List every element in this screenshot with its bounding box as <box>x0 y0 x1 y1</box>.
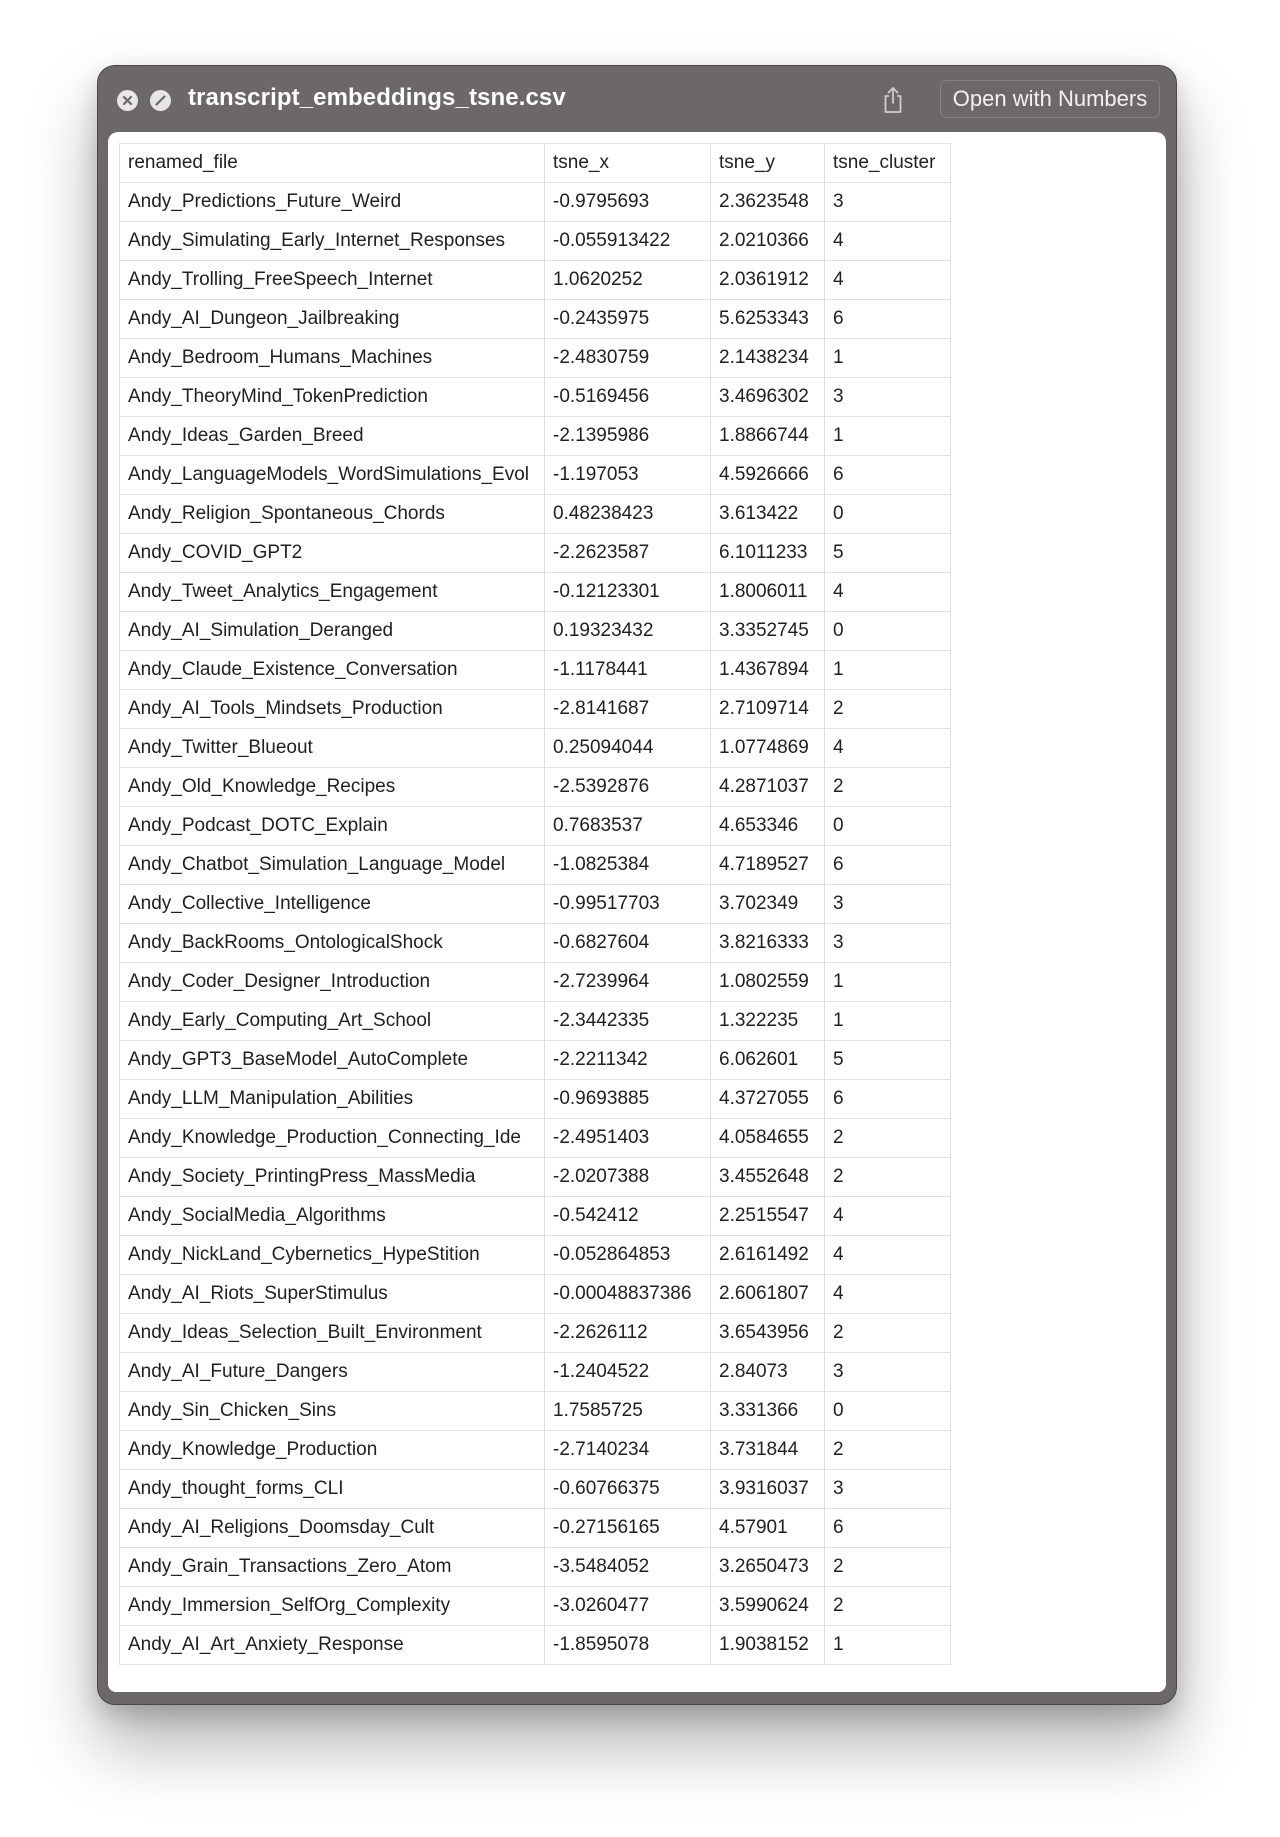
tsne-y-cell: 2.84073 <box>711 1353 825 1392</box>
file-name-cell: Andy_Simulating_Early_Internet_Responses <box>120 222 545 261</box>
table-row <box>120 495 951 534</box>
tsne-cluster-cell: 1 <box>825 417 951 456</box>
column-header-tsne-x: tsne_x <box>545 144 711 183</box>
tsne-y-cell: 6.062601 <box>711 1041 825 1080</box>
tsne-x-cell: -0.055913422 <box>545 222 711 261</box>
file-name-cell: Andy_AI_Riots_SuperStimulus <box>120 1275 545 1314</box>
tsne-x-cell: -0.5169456 <box>545 378 711 417</box>
table-row <box>120 1236 951 1275</box>
tsne-y-cell: 4.57901 <box>711 1509 825 1548</box>
file-name-cell: Andy_Collective_Intelligence <box>120 885 545 924</box>
column-header-tsne-y: tsne_y <box>711 144 825 183</box>
tsne-cluster-cell: 2 <box>825 1431 951 1470</box>
tsne-cluster-cell: 0 <box>825 807 951 846</box>
tsne-cluster-cell: 2 <box>825 1587 951 1626</box>
tsne-y-cell: 4.7189527 <box>711 846 825 885</box>
column-header-renamed-file: renamed_file <box>120 144 545 183</box>
tsne-x-cell: 1.7585725 <box>545 1392 711 1431</box>
file-name-cell: Andy_BackRooms_OntologicalShock <box>120 924 545 963</box>
table-row <box>120 1314 951 1353</box>
table-row <box>120 417 951 456</box>
file-name-cell: Andy_LanguageModels_WordSimulations_Evol <box>120 456 545 495</box>
tsne-y-cell: 1.8866744 <box>711 417 825 456</box>
table-body <box>120 183 951 1665</box>
table-row <box>120 1041 951 1080</box>
table-row <box>120 807 951 846</box>
tsne-x-cell: -2.5392876 <box>545 768 711 807</box>
tsne-x-cell: 0.19323432 <box>545 612 711 651</box>
tsne-y-cell: 2.1438234 <box>711 339 825 378</box>
csv-table <box>119 143 951 1665</box>
tsne-y-cell: 3.4552648 <box>711 1158 825 1197</box>
file-name-cell: Andy_Podcast_DOTC_Explain <box>120 807 545 846</box>
table-row <box>120 846 951 885</box>
file-name-cell: Andy_Ideas_Selection_Built_Environment <box>120 1314 545 1353</box>
tsne-x-cell: -1.197053 <box>545 456 711 495</box>
tsne-x-cell: -0.99517703 <box>545 885 711 924</box>
tsne-x-cell: -0.9795693 <box>545 183 711 222</box>
tsne-cluster-cell: 6 <box>825 1509 951 1548</box>
file-name-cell: Andy_AI_Tools_Mindsets_Production <box>120 690 545 729</box>
share-icon <box>882 86 904 114</box>
table-row <box>120 1470 951 1509</box>
tsne-x-cell: -2.0207388 <box>545 1158 711 1197</box>
file-name-cell: Andy_AI_Future_Dangers <box>120 1353 545 1392</box>
table-row <box>120 183 951 222</box>
tsne-cluster-cell: 2 <box>825 1548 951 1587</box>
tsne-y-cell: 2.0361912 <box>711 261 825 300</box>
tsne-y-cell: 2.0210366 <box>711 222 825 261</box>
table-row <box>120 1626 951 1665</box>
tsne-cluster-cell: 2 <box>825 1119 951 1158</box>
file-name-cell: Andy_Old_Knowledge_Recipes <box>120 768 545 807</box>
tsne-x-cell: -2.7239964 <box>545 963 711 1002</box>
tsne-y-cell: 3.8216333 <box>711 924 825 963</box>
tsne-y-cell: 1.0802559 <box>711 963 825 1002</box>
tsne-cluster-cell: 1 <box>825 1626 951 1665</box>
tsne-cluster-cell: 0 <box>825 495 951 534</box>
table-row <box>120 885 951 924</box>
file-name-cell: Andy_Grain_Transactions_Zero_Atom <box>120 1548 545 1587</box>
tsne-cluster-cell: 3 <box>825 378 951 417</box>
tsne-cluster-cell: 3 <box>825 924 951 963</box>
column-header-tsne-cluster: tsne_cluster <box>825 144 951 183</box>
file-name-cell: Andy_Knowledge_Production <box>120 1431 545 1470</box>
file-name-cell: Andy_Trolling_FreeSpeech_Internet <box>120 261 545 300</box>
tsne-cluster-cell: 5 <box>825 534 951 573</box>
tsne-x-cell: -2.3442335 <box>545 1002 711 1041</box>
tsne-cluster-cell: 4 <box>825 1275 951 1314</box>
tsne-x-cell: -2.8141687 <box>545 690 711 729</box>
tsne-x-cell: -2.7140234 <box>545 1431 711 1470</box>
file-name-cell: Andy_Coder_Designer_Introduction <box>120 963 545 1002</box>
table-row <box>120 1587 951 1626</box>
tsne-x-cell: -2.2626112 <box>545 1314 711 1353</box>
tsne-cluster-cell: 1 <box>825 651 951 690</box>
tsne-cluster-cell: 6 <box>825 846 951 885</box>
tsne-y-cell: 3.731844 <box>711 1431 825 1470</box>
tsne-y-cell: 3.6543956 <box>711 1314 825 1353</box>
tsne-y-cell: 4.2871037 <box>711 768 825 807</box>
file-name-cell: Andy_LLM_Manipulation_Abilities <box>120 1080 545 1119</box>
tsne-y-cell: 4.653346 <box>711 807 825 846</box>
tsne-x-cell: 1.0620252 <box>545 261 711 300</box>
tsne-cluster-cell: 3 <box>825 1353 951 1392</box>
file-name-cell: Andy_Early_Computing_Art_School <box>120 1002 545 1041</box>
tsne-x-cell: -0.60766375 <box>545 1470 711 1509</box>
tsne-x-cell: -0.9693885 <box>545 1080 711 1119</box>
table-row <box>120 1353 951 1392</box>
table-row <box>120 1197 951 1236</box>
tsne-x-cell: -2.4830759 <box>545 339 711 378</box>
tsne-cluster-cell: 1 <box>825 963 951 1002</box>
table-row <box>120 690 951 729</box>
tsne-y-cell: 1.0774869 <box>711 729 825 768</box>
file-name-cell: Andy_Chatbot_Simulation_Language_Model <box>120 846 545 885</box>
tsne-y-cell: 4.3727055 <box>711 1080 825 1119</box>
tsne-cluster-cell: 2 <box>825 1158 951 1197</box>
table-row <box>120 1548 951 1587</box>
tsne-x-cell: -0.542412 <box>545 1197 711 1236</box>
file-name-cell: Andy_AI_Simulation_Deranged <box>120 612 545 651</box>
tsne-y-cell: 3.4696302 <box>711 378 825 417</box>
tsne-cluster-cell: 4 <box>825 573 951 612</box>
tsne-x-cell: -1.1178441 <box>545 651 711 690</box>
table-row <box>120 456 951 495</box>
tsne-cluster-cell: 4 <box>825 261 951 300</box>
table-row <box>120 573 951 612</box>
file-name-cell: Andy_thought_forms_CLI <box>120 1470 545 1509</box>
tsne-y-cell: 2.7109714 <box>711 690 825 729</box>
table-row <box>120 729 951 768</box>
tsne-y-cell: 1.8006011 <box>711 573 825 612</box>
file-name-cell: Andy_Immersion_SelfOrg_Complexity <box>120 1587 545 1626</box>
close-icon[interactable] <box>117 90 138 111</box>
tsne-y-cell: 5.6253343 <box>711 300 825 339</box>
tsne-y-cell: 1.4367894 <box>711 651 825 690</box>
file-name-cell: Andy_Tweet_Analytics_Engagement <box>120 573 545 612</box>
tsne-y-cell: 2.6161492 <box>711 1236 825 1275</box>
table-row <box>120 1080 951 1119</box>
tsne-x-cell: 0.25094044 <box>545 729 711 768</box>
table-row <box>120 1002 951 1041</box>
tsne-cluster-cell: 2 <box>825 1314 951 1353</box>
quicklook-disabled-icon[interactable] <box>150 90 171 111</box>
tsne-x-cell: -2.4951403 <box>545 1119 711 1158</box>
tsne-x-cell: -3.0260477 <box>545 1587 711 1626</box>
tsne-y-cell: 3.3352745 <box>711 612 825 651</box>
table-row <box>120 300 951 339</box>
open-with-numbers-button[interactable]: Open with Numbers <box>940 80 1160 118</box>
table-row <box>120 1158 951 1197</box>
csv-preview-area[interactable] <box>108 132 1166 1692</box>
tsne-y-cell: 4.5926666 <box>711 456 825 495</box>
tsne-x-cell: -0.27156165 <box>545 1509 711 1548</box>
table-row <box>120 1431 951 1470</box>
file-name-cell: Andy_Knowledge_Production_Connecting_Ide <box>120 1119 545 1158</box>
tsne-cluster-cell: 4 <box>825 1197 951 1236</box>
table-row <box>120 261 951 300</box>
tsne-x-cell: -0.6827604 <box>545 924 711 963</box>
table-row <box>120 1392 951 1431</box>
window-title: transcript_embeddings_tsne.csv <box>188 84 566 111</box>
tsne-cluster-cell: 2 <box>825 690 951 729</box>
quicklook-window <box>97 65 1177 1705</box>
tsne-cluster-cell: 1 <box>825 339 951 378</box>
tsne-cluster-cell: 3 <box>825 1470 951 1509</box>
table-row <box>120 1275 951 1314</box>
table-row <box>120 1509 951 1548</box>
table-row <box>120 924 951 963</box>
file-name-cell: Andy_Bedroom_Humans_Machines <box>120 339 545 378</box>
file-name-cell: Andy_Society_PrintingPress_MassMedia <box>120 1158 545 1197</box>
tsne-cluster-cell: 4 <box>825 222 951 261</box>
file-name-cell: Andy_COVID_GPT2 <box>120 534 545 573</box>
file-name-cell: Andy_Twitter_Blueout <box>120 729 545 768</box>
tsne-cluster-cell: 0 <box>825 1392 951 1431</box>
file-name-cell: Andy_NickLand_Cybernetics_HypeStition <box>120 1236 545 1275</box>
file-name-cell: Andy_TheoryMind_TokenPrediction <box>120 378 545 417</box>
tsne-y-cell: 2.2515547 <box>711 1197 825 1236</box>
file-name-cell: Andy_AI_Dungeon_Jailbreaking <box>120 300 545 339</box>
tsne-y-cell: 3.5990624 <box>711 1587 825 1626</box>
table-row <box>120 534 951 573</box>
tsne-y-cell: 2.6061807 <box>711 1275 825 1314</box>
table-row <box>120 339 951 378</box>
tsne-cluster-cell: 6 <box>825 1080 951 1119</box>
tsne-cluster-cell: 6 <box>825 300 951 339</box>
tsne-x-cell: -3.5484052 <box>545 1548 711 1587</box>
tsne-x-cell: -0.052864853 <box>545 1236 711 1275</box>
file-name-cell: Andy_AI_Religions_Doomsday_Cult <box>120 1509 545 1548</box>
file-name-cell: Andy_Predictions_Future_Weird <box>120 183 545 222</box>
tsne-cluster-cell: 3 <box>825 183 951 222</box>
tsne-cluster-cell: 4 <box>825 729 951 768</box>
tsne-y-cell: 3.331366 <box>711 1392 825 1431</box>
share-button[interactable] <box>876 83 910 117</box>
tsne-y-cell: 3.702349 <box>711 885 825 924</box>
tsne-x-cell: -0.00048837386 <box>545 1275 711 1314</box>
tsne-cluster-cell: 2 <box>825 768 951 807</box>
tsne-cluster-cell: 4 <box>825 1236 951 1275</box>
file-name-cell: Andy_AI_Art_Anxiety_Response <box>120 1626 545 1665</box>
tsne-x-cell: 0.7683537 <box>545 807 711 846</box>
file-name-cell: Andy_Claude_Existence_Conversation <box>120 651 545 690</box>
tsne-y-cell: 1.322235 <box>711 1002 825 1041</box>
tsne-cluster-cell: 1 <box>825 1002 951 1041</box>
tsne-y-cell: 4.0584655 <box>711 1119 825 1158</box>
tsne-x-cell: -2.2623587 <box>545 534 711 573</box>
tsne-cluster-cell: 6 <box>825 456 951 495</box>
table-row <box>120 612 951 651</box>
table-row <box>120 963 951 1002</box>
tsne-y-cell: 6.1011233 <box>711 534 825 573</box>
file-name-cell: Andy_Religion_Spontaneous_Chords <box>120 495 545 534</box>
table-row <box>120 1119 951 1158</box>
title-bar <box>98 66 1176 132</box>
table-row <box>120 378 951 417</box>
file-name-cell: Andy_GPT3_BaseModel_AutoComplete <box>120 1041 545 1080</box>
tsne-y-cell: 2.3623548 <box>711 183 825 222</box>
tsne-y-cell: 3.2650473 <box>711 1548 825 1587</box>
tsne-y-cell: 1.9038152 <box>711 1626 825 1665</box>
table-row <box>120 651 951 690</box>
tsne-cluster-cell: 3 <box>825 885 951 924</box>
file-name-cell: Andy_Ideas_Garden_Breed <box>120 417 545 456</box>
tsne-x-cell: -2.2211342 <box>545 1041 711 1080</box>
table-row <box>120 222 951 261</box>
file-name-cell: Andy_Sin_Chicken_Sins <box>120 1392 545 1431</box>
file-name-cell: Andy_SocialMedia_Algorithms <box>120 1197 545 1236</box>
tsne-cluster-cell: 5 <box>825 1041 951 1080</box>
tsne-x-cell: -1.8595078 <box>545 1626 711 1665</box>
tsne-x-cell: -0.2435975 <box>545 300 711 339</box>
tsne-cluster-cell: 0 <box>825 612 951 651</box>
tsne-x-cell: -2.1395986 <box>545 417 711 456</box>
tsne-y-cell: 3.613422 <box>711 495 825 534</box>
tsne-x-cell: -0.12123301 <box>545 573 711 612</box>
header-row <box>120 144 951 183</box>
tsne-y-cell: 3.9316037 <box>711 1470 825 1509</box>
tsne-x-cell: -1.0825384 <box>545 846 711 885</box>
tsne-x-cell: -1.2404522 <box>545 1353 711 1392</box>
table-row <box>120 768 951 807</box>
tsne-x-cell: 0.48238423 <box>545 495 711 534</box>
